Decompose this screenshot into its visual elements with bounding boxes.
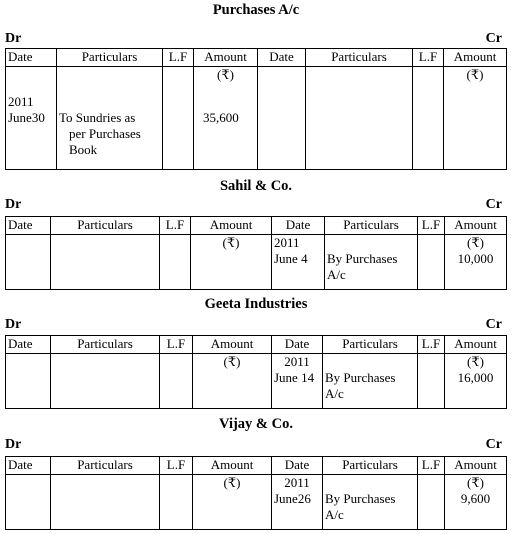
col-particulars: Particulars (323, 336, 418, 354)
header-row (6, 217, 507, 235)
entry-amount: 9,600 (460, 491, 491, 506)
col-lf: L.F (413, 49, 444, 67)
ledger-entry-row (6, 354, 507, 409)
rupee-symbol: (₹) (467, 235, 484, 250)
entry-date: June 4 (274, 251, 308, 266)
col-particulars: Particulars (57, 49, 163, 67)
col-amount: Amount (445, 217, 507, 235)
rupee-symbol: (₹) (217, 67, 234, 82)
rupee-symbol: (₹) (223, 354, 241, 369)
rupee-symbol: (₹) (223, 475, 241, 490)
col-date: Date (258, 49, 306, 67)
col-amount: Amount (445, 336, 507, 354)
col-date: Date (272, 457, 323, 475)
entry-particulars-line2: per Purchases (69, 126, 141, 141)
col-amount: Amount (193, 457, 272, 475)
col-amount: Amount (191, 217, 272, 235)
dr-label: Dr (5, 197, 22, 212)
purchases-account-title: Purchases A/c (212, 2, 300, 18)
col-particulars: Particulars (51, 336, 160, 354)
cr-label: Cr (485, 197, 502, 212)
col-lf: L.F (418, 336, 445, 354)
purchases-ledger-table (5, 48, 507, 170)
rupee-symbol: (₹) (467, 475, 484, 490)
cr-label: Cr (485, 437, 502, 452)
dr-label: Dr (5, 437, 22, 452)
col-lf: L.F (160, 217, 191, 235)
header-row (6, 49, 507, 67)
col-amount: Amount (193, 336, 272, 354)
col-amount: Amount (445, 457, 507, 475)
geeta-account-title: Geeta Industries (204, 296, 308, 312)
header-row (6, 336, 507, 354)
entry-particulars-line2: A/c (327, 267, 346, 282)
entry-particulars-line1: By Purchases (327, 251, 398, 266)
col-particulars: Particulars (51, 217, 160, 235)
col-particulars: Particulars (306, 49, 413, 67)
ledger-entry-row (6, 67, 507, 170)
header-row (6, 457, 507, 475)
entry-year: 2011 (274, 235, 300, 250)
rupee-symbol: (₹) (466, 67, 484, 82)
col-date: Date (6, 336, 51, 354)
ledger-entry-row (6, 475, 507, 530)
col-lf: L.F (160, 457, 193, 475)
col-amount: Amount (194, 49, 258, 67)
entry-particulars-line3: Book (69, 142, 98, 157)
dr-label: Dr (5, 31, 22, 46)
col-lf: L.F (160, 336, 193, 354)
sahil-ledger-table (5, 216, 507, 290)
sahil-account-title: Sahil & Co. (219, 178, 293, 194)
col-date: Date (6, 457, 51, 475)
vijay-account-title: Vijay & Co. (219, 416, 293, 432)
col-particulars: Particulars (51, 457, 160, 475)
cr-label: Cr (485, 31, 502, 46)
col-lf: L.F (418, 457, 445, 475)
rupee-symbol: (₹) (467, 354, 484, 369)
entry-amount: 35,600 (203, 110, 239, 125)
entry-particulars-line1: By Purchases (325, 491, 396, 506)
ledger-entry-row (6, 235, 507, 290)
cr-label: Cr (485, 317, 502, 332)
entry-date: June30 (8, 110, 45, 125)
col-lf: L.F (163, 49, 194, 67)
col-date: Date (6, 49, 57, 67)
col-date: Date (6, 217, 51, 235)
col-particulars: Particulars (325, 217, 418, 235)
entry-particulars-line2: A/c (325, 386, 344, 401)
col-particulars: Particulars (323, 457, 418, 475)
entry-date: June26 (274, 491, 311, 506)
geeta-ledger-table (5, 335, 507, 409)
entry-amount: 16,000 (457, 370, 494, 385)
rupee-symbol: (₹) (222, 235, 240, 250)
entry-amount: 10,000 (457, 251, 494, 266)
entry-particulars-line1: To Sundries as (59, 110, 136, 125)
col-lf: L.F (418, 217, 445, 235)
col-date: Date (272, 217, 325, 235)
entry-particulars-line1: By Purchases (325, 370, 396, 385)
entry-year: 2011 (8, 94, 34, 109)
col-date: Date (272, 336, 323, 354)
entry-year: 2011 (284, 354, 310, 369)
dr-label: Dr (5, 317, 22, 332)
entry-date: June 14 (274, 370, 315, 385)
vijay-ledger-table (5, 456, 507, 530)
entry-particulars-line2: A/c (325, 507, 344, 522)
col-amount: Amount (444, 49, 507, 67)
entry-year: 2011 (284, 475, 310, 490)
